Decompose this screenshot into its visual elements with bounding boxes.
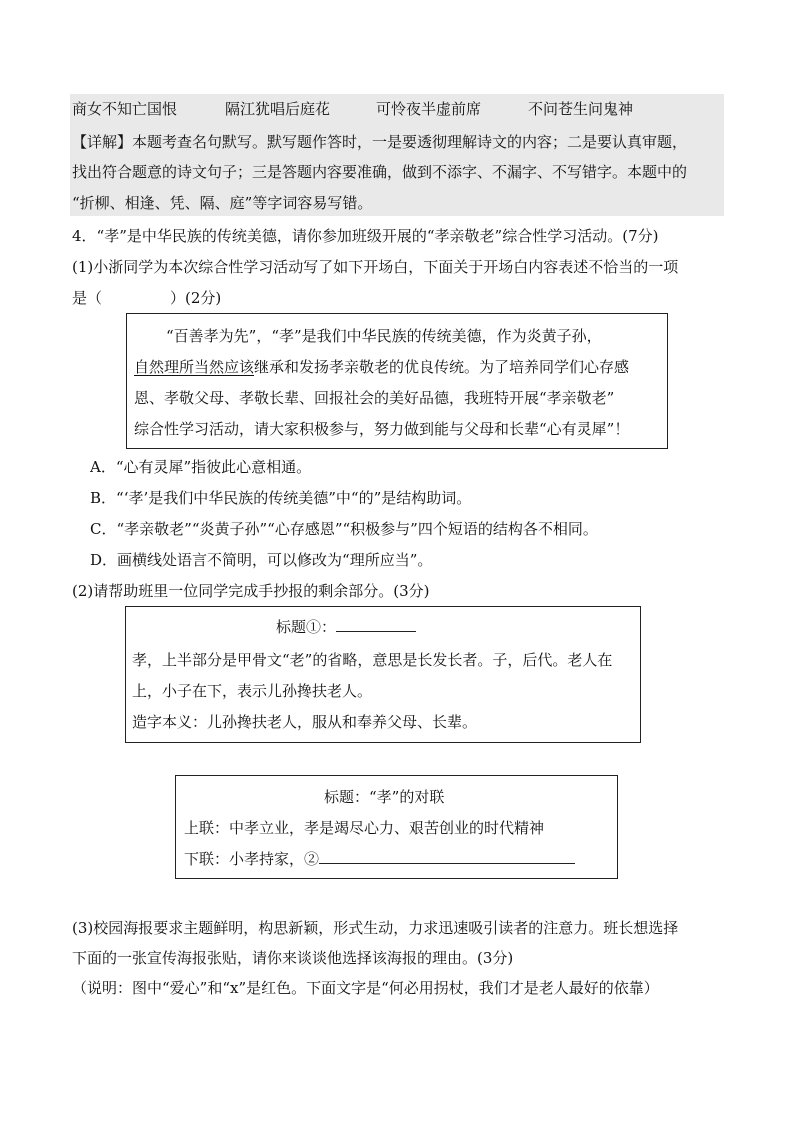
option-a[interactable]: A．“心有灵犀”指彼此心意相通。 <box>90 458 312 476</box>
box1-line-3: 造字本义：儿孙搀扶老人，服从和奉养父母、长辈。 <box>132 713 478 731</box>
answer-4: 不问苍生问鬼神 <box>528 100 634 118</box>
box2-title: 标题：“孝”的对联 <box>324 788 445 806</box>
passage-line-3: 恩、孝敬父母、孝敬长辈、回报社会的美好品德，我班特开展“孝亲敬老” <box>134 389 615 407</box>
passage-line-2 <box>134 357 629 377</box>
detail-line-2: 找出符合题意的诗文句子；三是答题内容要准确，做到不添字、不漏字、不写错字。本题中的 <box>72 163 688 181</box>
question-4-stem: 4．“孝”是中华民族的传统美德，请你参加班级开展的“孝亲敬老”综合性学习活动。(7分) <box>72 227 659 245</box>
couplet-lower <box>184 849 575 869</box>
detail-line-1: 【详解】本题考查名句默写。默写题作答时，一是要透彻理解诗文的内容；二是要认真审题， <box>72 133 688 151</box>
couplet-blank-2[interactable] <box>319 863 575 864</box>
couplet-upper: 上联：中孝立业，孝是竭尽心力、艰苦创业的时代精神 <box>184 819 545 837</box>
part2-stem: (2)请帮助班里一位同学完成手抄报的剩余部分。(3分) <box>72 582 430 600</box>
box1-title-label: 标题①： <box>276 618 337 636</box>
answer-1: 商女不知亡国恨 <box>72 100 178 118</box>
answer-2: 隔江犹唱后庭花 <box>225 100 331 118</box>
box1-line-1: 孝，上半部分是甲骨文“老”的省略，意思是长发长者。子，后代。老人在 <box>132 651 613 669</box>
box1-line-2: 上，小子在下，表示儿孙搀扶老人。 <box>132 682 373 700</box>
part3-note: （说明：图中“爱心”和“x”是红色。下面文字是“何必用拐杖，我们才是老人最好的依靠） <box>72 979 659 997</box>
underlined-phrase: 自然理所当然应该 <box>134 358 255 376</box>
part3-line-2: 下面的一张宣传海报张贴，请你来谈谈他选择该海报的理由。(3分) <box>72 949 514 967</box>
box1-title <box>276 617 416 637</box>
couplet-lower-label: 下联：小孝持家，② <box>184 850 320 868</box>
passage-line-1: “百善孝为先”，“孝”是我们中华民族的传统美德，作为炎黄子孙， <box>166 327 602 345</box>
part1-line-2 <box>72 288 221 308</box>
passage-line-2-rest: 继承和发扬孝亲敬老的优良传统。为了培养同学们心存感 <box>254 358 630 376</box>
part1-line-2-start: 是（ <box>72 289 103 307</box>
part3-line-1: (3)校园海报要求主题鲜明，构思新颖，形式生动，力求迅速吸引读者的注意力。班长想选择 <box>72 919 679 937</box>
passage-line-4: 综合性学习活动，请大家积极参与，努力做到能与父母和长辈“心有灵犀”！ <box>134 420 630 438</box>
part1-line-1: (1)小浙同学为本次综合性学习活动写了如下开场白，下面关于开场白内容表述不恰当的一项 <box>72 258 679 276</box>
option-b[interactable]: B．“‘孝’是我们中华民族的传统美德”中“的”是结构助词。 <box>90 489 472 507</box>
part1-line-2-end: ）(2分) <box>170 289 222 307</box>
title-blank-1[interactable] <box>336 631 416 632</box>
answer-3: 可怜夜半虚前席 <box>376 100 482 118</box>
option-d[interactable]: D．画横线处语言不简明，可以修改为“理所应当”。 <box>90 551 433 569</box>
detail-line-3: “折柳、相逢、凭、隔、庭”等字词容易写错。 <box>72 194 373 212</box>
option-c[interactable]: C．“孝亲敬老”“炎黄子孙”“心存感恩”“积极参与”四个短语的结构各不相同。 <box>90 520 598 538</box>
